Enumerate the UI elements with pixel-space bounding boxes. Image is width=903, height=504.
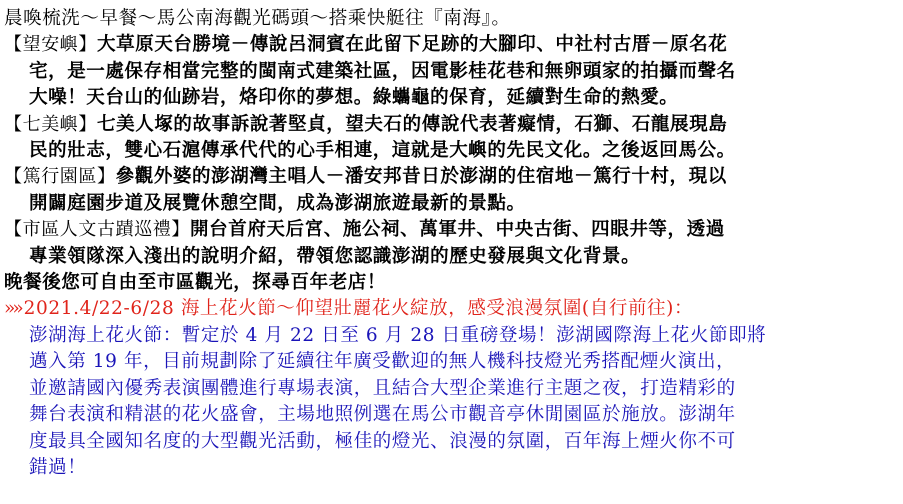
item-wangan — [4, 32, 895, 111]
item-line: 開闢庭園步道及展覽休憩空間，成為澎湖旅遊最新的景點。 — [29, 192, 526, 214]
double-chevron-icon: »» — [4, 298, 21, 320]
item-tag-qimei: 七美嶼 — [22, 113, 79, 135]
item-line: 專業領隊深入淺出的說明介紹，帶領您認識澎湖的歷史發展與文化背景。 — [29, 245, 641, 267]
item-tag-wangan: 望安嶼 — [22, 34, 79, 56]
item-qimei — [4, 112, 895, 165]
item-line: 大草原天台勝境－傳說呂洞賓在此留下足跡的大腳印、中社村古厝－原名花 — [97, 34, 728, 56]
item-tag-close: 】 — [171, 219, 191, 241]
intro-line: 晨喚梳洗～早餐～馬公南海觀光碼頭～搭乘快艇往『南海』。 — [4, 8, 511, 29]
item-tag-open: 【 — [4, 113, 23, 135]
item-line: 七美人塚的故事訴說著堅貞，望夫石的傳說代表著癡情，石獅、石龍展現島 — [97, 113, 728, 135]
item-tag-close: 】 — [78, 34, 98, 56]
item-tag-open: 【 — [4, 219, 23, 241]
festival-body-line: 度最具全國知名度的大型觀光活動，極佳的燈光、浪漫的氛圍，百年海上煙火你不可 — [29, 430, 736, 452]
item-tag-close: 】 — [78, 113, 98, 135]
item-tag-city-tour: 市區人文古蹟巡禮 — [22, 219, 172, 241]
dinner-line: 晚餐後您可自由至市區觀光，探尋百年老店！ — [4, 272, 387, 294]
festival-body-line: 澎湖海上花火節：暫定於 4 月 22 日至 6 月 28 日重磅登場！澎湖國際海上花火節即將 — [29, 324, 767, 346]
item-line: 開台首府天后宮、施公祠、萬軍井、中央古街、四眼井等，透過 — [190, 219, 725, 241]
item-tag-duxing: 篤行園區 — [22, 166, 98, 188]
item-line: 大噪！天台山的仙跡岩，烙印你的夢想。綠蠵龜的保育，延續對生命的熱愛。 — [29, 87, 679, 109]
festival-section — [4, 296, 895, 481]
item-line: 宅，是一處保存相當完整的閩南式建築社區，因電影桂花巷和無卵頭家的拍攝而聲名 — [29, 60, 736, 82]
item-tag-open: 【 — [4, 34, 23, 56]
festival-body-line: 錯過！ — [29, 456, 87, 478]
festival-body-line: 邁入第 19 年，目前規劃除了延續往年廣受歡迎的無人機科技燈光秀搭配煙火演出， — [29, 351, 736, 373]
item-duxing — [4, 164, 895, 217]
festival-body-line: 並邀請國內優秀表演團體進行專場表演，且結合大型企業進行主題之夜，打造精彩的 — [29, 377, 736, 399]
item-city-tour — [4, 217, 895, 270]
festival-body-line: 舞台表演和精湛的花火盛會，主場地照例選在馬公市觀音亭休閒園區於施放。澎湖年 — [29, 404, 736, 426]
item-line: 參觀外婆的澎湖灣主唱人－潘安邦昔日於澎湖的住宿地－篤行十村，現以 — [115, 166, 727, 188]
item-line: 民的壯志，雙心石滬傳承代代的心手相連，這就是大嶼的先民文化。之後返回馬公。 — [29, 140, 736, 162]
item-tag-open: 【 — [4, 166, 23, 188]
festival-headline: 2021.4/22-6/28 海上花火節～仰望壯麗花火綻放，感受浪漫氛圍(自行前往)： — [23, 298, 694, 320]
item-tag-close: 】 — [97, 166, 116, 188]
